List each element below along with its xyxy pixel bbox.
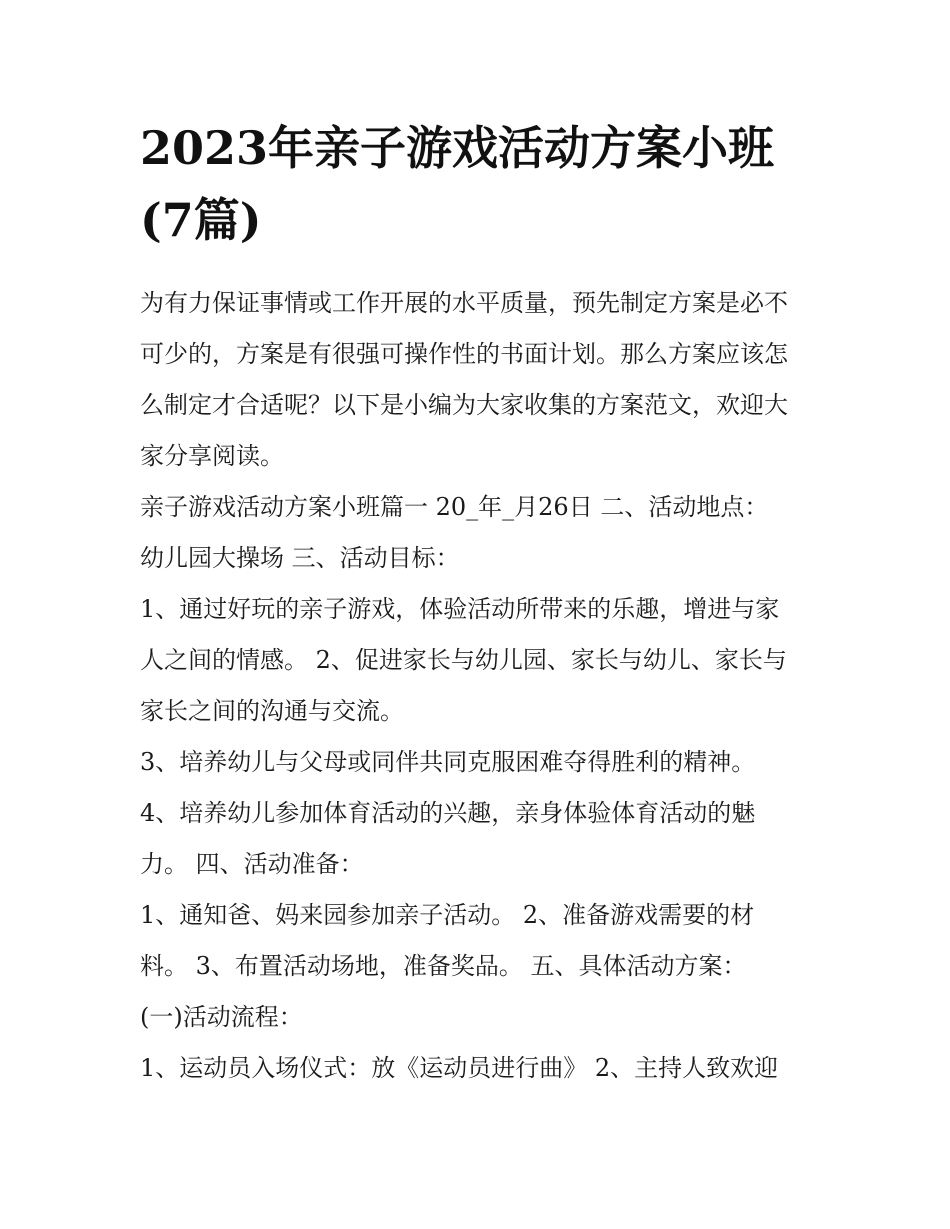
body-line: 可少的，方案是有很强可操作性的书面计划。那么方案应该怎	[140, 340, 788, 368]
body-line: 4、培养幼儿参加体育活动的兴趣，亲身体验体育活动的魅	[140, 799, 756, 827]
body-line: 亲子游戏活动方案小班篇一 20_年_月26日 二、活动地点：	[140, 493, 769, 521]
body-line: 1、运动员入场仪式：放《运动员进行曲》 2、主持人致欢迎	[140, 1054, 779, 1082]
title-line: 2023年亲子游戏活动方案小班	[140, 121, 775, 175]
title-line: (7篇)	[140, 193, 262, 247]
body-line: 为有力保证事情或工作开展的水平质量，预先制定方案是必不	[140, 289, 788, 317]
body-line: 3、培养幼儿与父母或同伴共同克服困难夺得胜利的精神。	[140, 748, 756, 776]
body-line: 人之间的情感。 2、促进家长与幼儿园、家长与幼儿、家长与	[140, 646, 787, 674]
document-title	[140, 112, 820, 256]
body-line: 么制定才合适呢？以下是小编为大家收集的方案范文，欢迎大	[140, 391, 788, 419]
body-line: 家长之间的沟通与交流。	[140, 697, 404, 725]
body-line: 家分享阅读。	[140, 442, 284, 470]
body-line: 1、通知爸、妈来园参加亲子活动。 2、准备游戏需要的材	[140, 901, 755, 929]
body-line: (一)活动流程：	[140, 1003, 303, 1031]
body-line: 幼儿园大操场 三、活动目标：	[140, 544, 460, 572]
body-line: 1、通过好玩的亲子游戏，体验活动所带来的乐趣，增进与家	[140, 595, 780, 623]
body-line: 力。 四、活动准备：	[140, 850, 364, 878]
body-line: 料。 3、布置活动场地，准备奖品。 五、具体活动方案：	[140, 952, 747, 980]
document-body	[140, 278, 820, 1094]
